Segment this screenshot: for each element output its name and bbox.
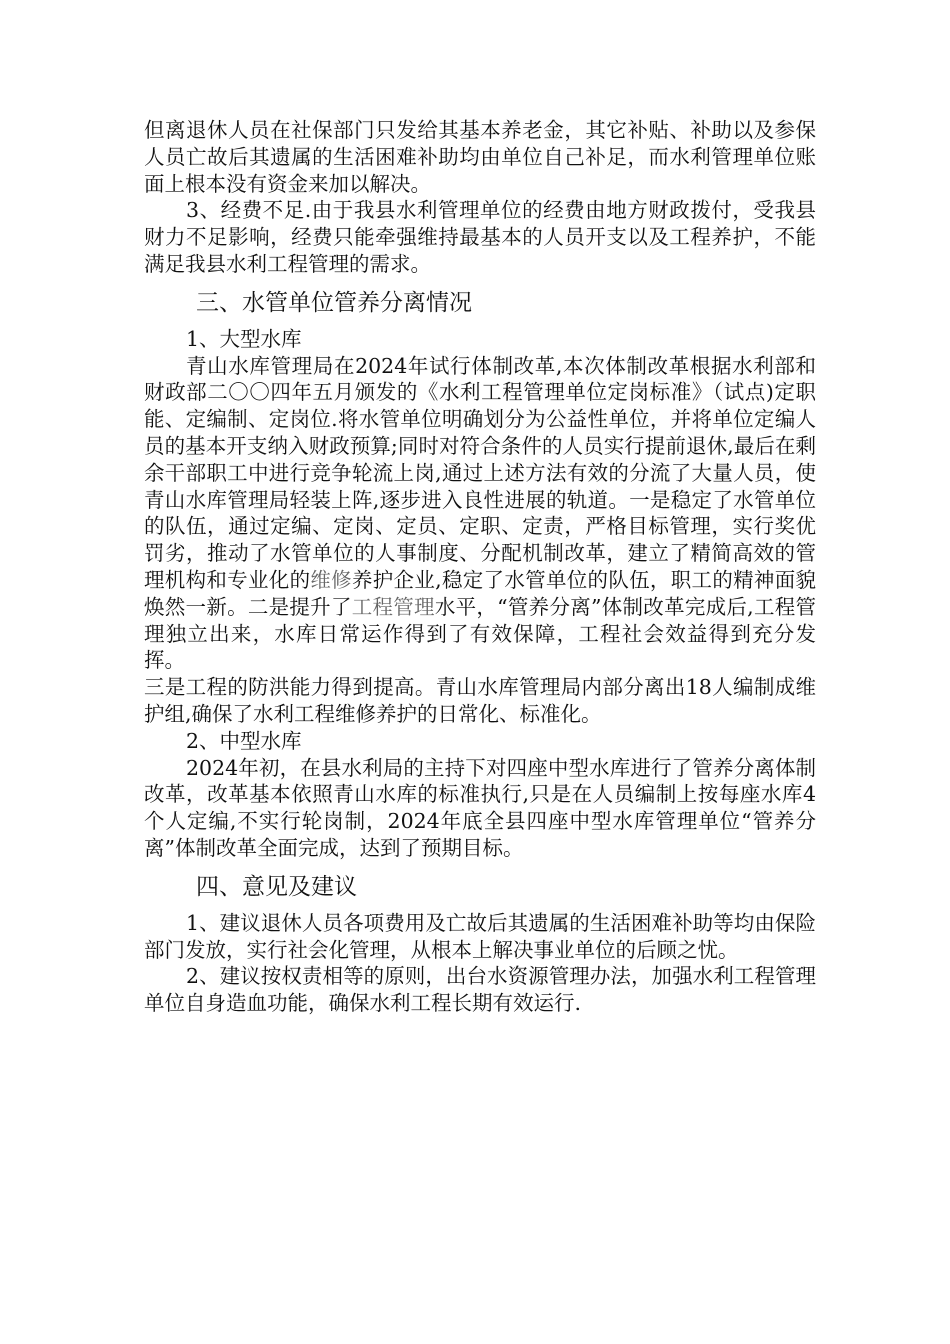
document-page bbox=[144, 117, 816, 1017]
subheading-medium-reservoir: 2、中型水库 bbox=[186, 728, 302, 753]
link-maintenance[interactable]: 维修 bbox=[310, 567, 352, 592]
paragraph-suggestion-2: 2、建议按权责相等的原则，出台水资源管理办法，加强水利工程管理单位自身造血功能，确保水利工程长期有效运行. bbox=[144, 964, 816, 1016]
text-run: 青山水库管理局在2024年试行体制改革,本次体制改革根据水利部和财政部二〇〇四年五月颁发的《水利工程管理单位定岗标准》（试点)定职能、定编制、定岗位.将水管单位明确划分为公益性单位，并将单位定编人员的基本开支纳入财政预算;同时对符合条件的人员实行提前退休,最后在剩余干部职工中进行竞争轮流上岗,通过上述方法有效的分流了大量人员，使青山水库管理局轻装上阵,逐步进入良性进展的轨道。一是稳定了水管单位的队伍，通过定编、定岗、定员、定职、定责，严格目标管理，实行奖优罚劣，推动了水管单位的人事制度、分配机制改革，建立了精简高效的管理机构和专业化的 bbox=[144, 353, 816, 592]
subheading-large-reservoir: 1、大型水库 bbox=[186, 326, 302, 351]
paragraph-qingshan-reform bbox=[144, 353, 816, 675]
section-heading-4: 四、意见及建议 bbox=[196, 873, 357, 900]
section-heading-3: 三、水管单位管养分离情况 bbox=[196, 289, 472, 316]
paragraph-medium-reform: 2024年初，在县水利局的主持下对四座中型水库进行了管养分离体制改革，改革基本依照青山水库的标准执行,只是在人员编制上按每座水库4个人定编,不实行轮岗制，2024年底全县四座中型水库管理单位“管养分离”体制改革全面完成，达到了预期目标。 bbox=[144, 755, 816, 860]
paragraph-funding-shortage: 3、经费不足.由于我县水利管理单位的经费由地方财政拨付，受我县财力不足影响，经费只能牵强维持最基本的人员开支以及工程养护，不能满足我县水利工程管理的需求。 bbox=[144, 198, 816, 276]
link-engineering-management[interactable]: 工程管理 bbox=[351, 594, 435, 619]
paragraph-flood-control: 三是工程的防洪能力得到提高。青山水库管理局内部分离出18人编制成维护组,确保了水利工程维修养护的日常化、标准化。 bbox=[144, 675, 816, 726]
paragraph-retiree-costs: 但离退休人员在社保部门只发给其基本养老金，其它补贴、补助以及参保人员亡故后其遗属的生活困难补助均由单位自己补足，而水利管理单位账面上根本没有资金来加以解决。 bbox=[144, 118, 816, 196]
text-run: 水平，“管养分离”体制改革完成后,工程管理独立出来，水库日常运作得到了有效保障，工程社会效益得到充分发挥。 bbox=[144, 594, 816, 673]
paragraph-suggestion-1: 1、建议退休人员各项费用及亡故后其遗属的生活困难补助等均由保险部门发放，实行社会化管理，从根本上解决事业单位的后顾之忧。 bbox=[144, 910, 816, 962]
text-run: 养护企业,稳定了水管单位的队伍，职工的精神面貌焕然一新。二是提升了 bbox=[144, 567, 817, 619]
